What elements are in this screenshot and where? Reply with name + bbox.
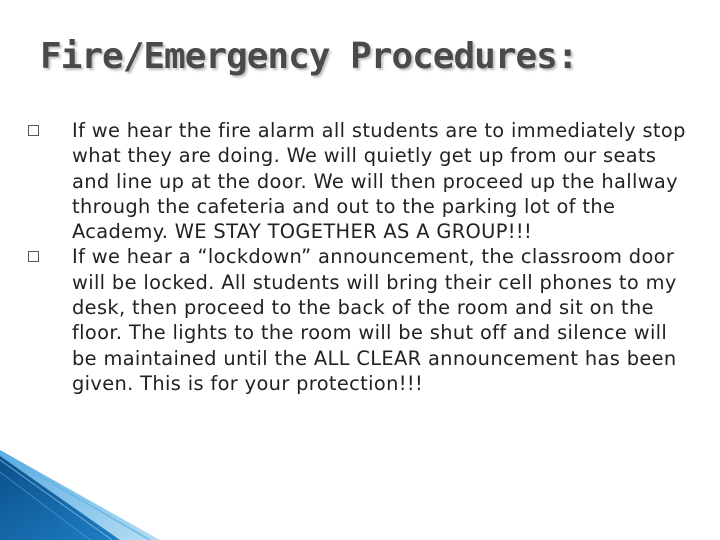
bullet-item-fire-alarm — [28, 118, 688, 244]
bullet-item-lockdown — [28, 244, 688, 396]
hollow-square-bullet-icon — [28, 125, 39, 136]
hollow-square-bullet-icon — [28, 251, 39, 262]
decor-wave-front — [0, 456, 120, 540]
bullet-text: If we hear the fire alarm all students are to immediately stop what they are doing. We will quietly get up from our seats and line up at the door. We will then proceed up the hallway through the cafeteria and out to the parking lot of the Academy. WE STAY TOGETHER AS A GROUP!!! — [72, 119, 686, 244]
bullet-list — [28, 118, 688, 396]
corner-wave-decoration — [0, 450, 160, 540]
bullet-text: If we hear a “lockdown” announcement, the classroom door will be locked. All students will bring their cell phones to my desk, then proceed to the back of the room and sit on the floor. The lights to the room will be shut off and silence will be maintained until the ALL CLEAR announcement has been given. This is for your protection!!! — [72, 245, 677, 395]
slide-title: Fire/Emergency Procedures: — [40, 36, 578, 77]
